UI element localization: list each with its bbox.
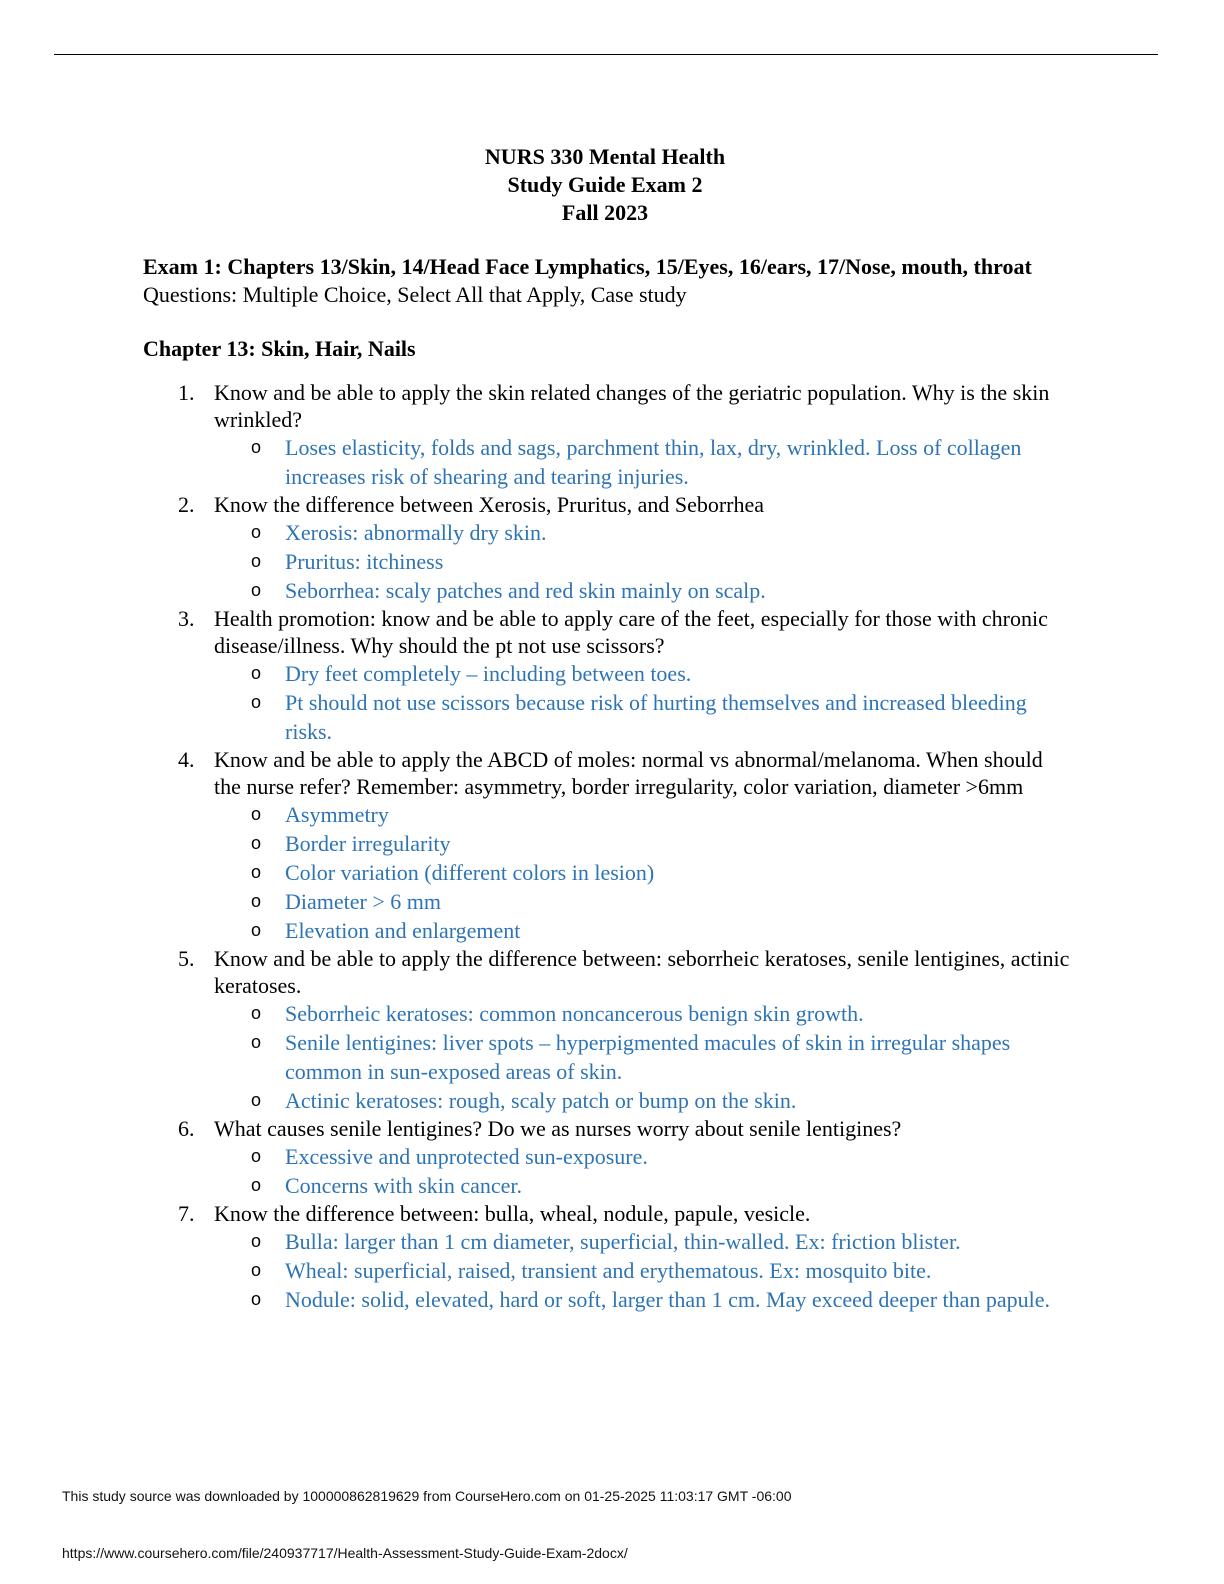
- answer-text: Elevation and enlargement: [285, 918, 521, 943]
- answer-list: [214, 518, 1073, 605]
- answer-item: [214, 916, 1073, 945]
- top-horizontal-rule: [54, 54, 1158, 55]
- answer-text: Senile lentigines: liver spots – hyperpigmented macules of skin in irregular shapes common in sun-exposed areas of skin.: [285, 1030, 1011, 1084]
- item-question-text: Health promotion: know and be able to apply care of the feet, especially for those with chronic disease/illness. Why should the pt not use scissors?: [214, 606, 1048, 658]
- exam-chapters-line: Exam 1: Chapters 13/Skin, 14/Head Face Lymphatics, 15/Eyes, 16/ears, 17/Nose, mouth, throat: [143, 254, 1032, 279]
- answer-text: Dry feet completely – including between toes.: [285, 661, 692, 686]
- circle-bullet-icon: o: [251, 833, 262, 853]
- answer-text: Diameter > 6 mm: [285, 889, 441, 914]
- study-items-list: [143, 379, 1073, 1314]
- circle-bullet-icon: o: [251, 1032, 262, 1052]
- answer-text: Pruritus: itchiness: [285, 549, 444, 574]
- item-question-text: Know the difference between: bulla, wheal, nodule, papule, vesicle.: [214, 1201, 811, 1226]
- study-guide-content: [143, 253, 1073, 1314]
- answer-list: [214, 1142, 1073, 1200]
- circle-bullet-icon: o: [251, 663, 262, 683]
- circle-bullet-icon: o: [251, 862, 262, 882]
- item-question-text: Know and be able to apply the skin related changes of the geriatric population. Why is the skin wrinkled?: [214, 380, 1050, 432]
- answer-list: [214, 999, 1073, 1115]
- answer-list: [214, 800, 1073, 945]
- circle-bullet-icon: o: [251, 1175, 262, 1195]
- study-item: [143, 945, 1073, 1115]
- item-number: 3.: [178, 606, 195, 631]
- circle-bullet-icon: o: [251, 522, 262, 542]
- answer-item: [214, 887, 1073, 916]
- circle-bullet-icon: o: [251, 1090, 262, 1110]
- answer-item: [214, 1227, 1073, 1256]
- item-question-text: Know the difference between Xerosis, Pruritus, and Seborrhea: [214, 492, 765, 517]
- answer-text: Excessive and unprotected sun-exposure.: [285, 1144, 648, 1169]
- document-title: [0, 143, 1210, 227]
- circle-bullet-icon: o: [251, 1289, 262, 1309]
- answer-text: Seborrheic keratoses: common noncancerous benign skin growth.: [285, 1001, 864, 1026]
- answer-text: Pt should not use scissors because risk of hurting themselves and increased bleeding risks.: [285, 690, 1027, 744]
- guide-title: Study Guide Exam 2: [507, 172, 703, 197]
- study-item: [143, 1115, 1073, 1200]
- circle-bullet-icon: o: [251, 1231, 262, 1251]
- circle-bullet-icon: o: [251, 580, 262, 600]
- circle-bullet-icon: o: [251, 1260, 262, 1280]
- answer-item: [214, 547, 1073, 576]
- answer-item: [214, 1285, 1073, 1314]
- circle-bullet-icon: o: [251, 1003, 262, 1023]
- answer-text: Color variation (different colors in lesion): [285, 860, 655, 885]
- circle-bullet-icon: o: [251, 551, 262, 571]
- answer-text: Xerosis: abnormally dry skin.: [285, 520, 547, 545]
- item-question-text: Know and be able to apply the ABCD of moles: normal vs abnormal/melanoma. When should the nurse refer? Remember: asymmetry, border irregularity, color variation, diameter >6mm: [214, 747, 1043, 799]
- source-url[interactable]: https://www.coursehero.com/file/240937717/Health-Assessment-Study-Guide-Exam-2docx/: [62, 1545, 628, 1561]
- study-item: [143, 379, 1073, 491]
- answer-text: Asymmetry: [285, 802, 389, 827]
- answer-item: [214, 1142, 1073, 1171]
- item-number: 1.: [178, 380, 195, 405]
- answer-item: [214, 659, 1073, 688]
- answer-item: [214, 829, 1073, 858]
- item-question-text: What causes senile lentigines? Do we as nurses worry about senile lentigines?: [214, 1116, 902, 1141]
- circle-bullet-icon: o: [251, 1146, 262, 1166]
- item-question-text: Know and be able to apply the difference between: seborrheic keratoses, senile lentigines, actinic keratoses.: [214, 946, 1070, 998]
- answer-item: [214, 518, 1073, 547]
- answer-item: [214, 1256, 1073, 1285]
- term-title: Fall 2023: [561, 200, 649, 225]
- answer-text: Loses elasticity, folds and sags, parchment thin, lax, dry, wrinkled. Loss of collagen increases risk of shearing and tearing injuries.: [285, 435, 1022, 489]
- download-source-notice: This study source was downloaded by 100000862819629 from CourseHero.com on 01-25-2025 11:03:17 GMT -06:00: [62, 1488, 792, 1504]
- circle-bullet-icon: o: [251, 437, 262, 457]
- answer-item: [214, 800, 1073, 829]
- circle-bullet-icon: o: [251, 692, 262, 712]
- question-types-line: Questions: Multiple Choice, Select All that Apply, Case study: [143, 282, 687, 307]
- answer-text: Bulla: larger than 1 cm diameter, superficial, thin-walled. Ex: friction blister.: [285, 1229, 961, 1254]
- item-number: 4.: [178, 747, 195, 772]
- circle-bullet-icon: o: [251, 891, 262, 911]
- answer-list: [214, 433, 1073, 491]
- answer-text: Concerns with skin cancer.: [285, 1173, 523, 1198]
- answer-text: Border irregularity: [285, 831, 451, 856]
- item-number: 2.: [178, 492, 195, 517]
- answer-list: [214, 1227, 1073, 1314]
- item-number: 6.: [178, 1116, 195, 1141]
- item-number: 5.: [178, 946, 195, 971]
- course-title: NURS 330 Mental Health: [484, 144, 726, 169]
- circle-bullet-icon: o: [251, 920, 262, 940]
- chapter-heading: Chapter 13: Skin, Hair, Nails: [143, 336, 416, 361]
- study-item: [143, 491, 1073, 605]
- answer-text: Nodule: solid, elevated, hard or soft, larger than 1 cm. May exceed deeper than papule.: [285, 1287, 1051, 1312]
- answer-item: [214, 433, 1073, 491]
- answer-item: [214, 858, 1073, 887]
- answer-item: [214, 999, 1073, 1028]
- answer-item: [214, 1086, 1073, 1115]
- answer-item: [214, 1028, 1073, 1086]
- study-item: [143, 746, 1073, 945]
- item-number: 7.: [178, 1201, 195, 1226]
- circle-bullet-icon: o: [251, 804, 262, 824]
- answer-text: Seborrhea: scaly patches and red skin mainly on scalp.: [285, 578, 766, 603]
- answer-text: Wheal: superficial, raised, transient and erythematous. Ex: mosquito bite.: [285, 1258, 932, 1283]
- answer-item: [214, 688, 1073, 746]
- study-item: [143, 1200, 1073, 1314]
- study-item: [143, 605, 1073, 746]
- answer-item: [214, 576, 1073, 605]
- answer-text: Actinic keratoses: rough, scaly patch or bump on the skin.: [285, 1088, 797, 1113]
- answer-item: [214, 1171, 1073, 1200]
- answer-list: [214, 659, 1073, 746]
